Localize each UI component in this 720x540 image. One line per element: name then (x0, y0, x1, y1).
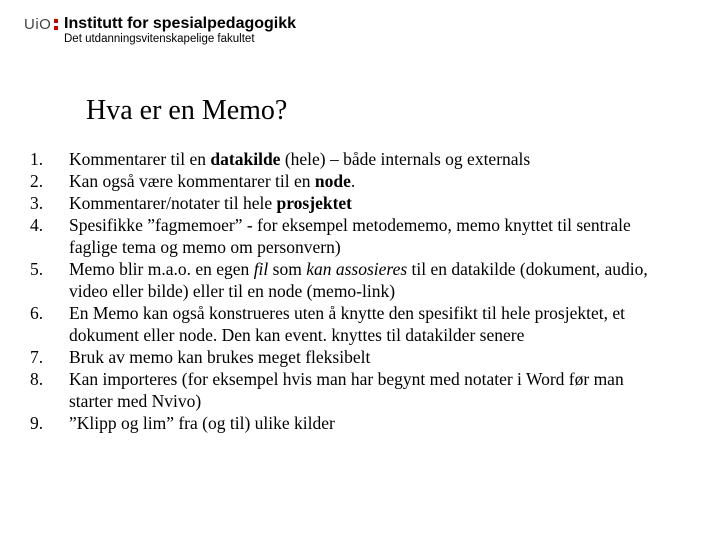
list-item-text (69, 303, 625, 345)
list-item-text (69, 193, 352, 213)
text-segment: datakilde (210, 149, 281, 169)
list-item-number: 2. (30, 171, 44, 191)
list-item (30, 192, 670, 214)
list-item-number: 6. (30, 303, 44, 323)
list-item-text (69, 171, 355, 191)
text-segment: (hele) – både internals og externals (280, 149, 531, 169)
text-segment: som (268, 259, 307, 279)
list-item-number: 8. (30, 369, 44, 389)
list-item-number: 7. (30, 347, 44, 367)
list-item-number: 9. (30, 413, 44, 433)
text-segment: kan assosieres (306, 259, 408, 279)
text-segment: . (350, 171, 356, 191)
list-item-number: 1. (30, 149, 44, 169)
faculty-name: Det utdanningsvitenskapelige fakultet (64, 33, 255, 45)
text-segment: Spesifikke ”fagmemoer” - for eksempel metodememo, memo knyttet til sentrale faglige tema og memo om personvern) (69, 215, 631, 257)
text-segment: prosjektet (276, 193, 352, 213)
list-item (30, 258, 670, 302)
list-item (30, 302, 670, 346)
uio-logo: UiO (24, 16, 52, 33)
text-segment: Bruk av memo kan brukes meget fleksibelt (69, 347, 371, 367)
list-item-text (69, 215, 631, 257)
text-segment: Kommentarer til en (69, 149, 211, 169)
text-segment: ”Klipp og lim” fra (og til) ulike kilder (69, 413, 335, 433)
text-segment: fil (253, 259, 269, 279)
list-item (30, 214, 670, 258)
text-segment: til en datakilde (dokument, audio, video eller bilde) eller til en node (memo-link) (69, 259, 648, 301)
list-item-text (69, 413, 335, 433)
list-item-text (69, 369, 624, 411)
list-item-text (69, 347, 370, 367)
text-segment: Memo blir m.a.o. en egen (69, 259, 254, 279)
uio-logo-mark-icon (54, 18, 58, 32)
list-item (30, 170, 670, 192)
memo-list (30, 148, 670, 434)
slide-title: Hva er en Memo? (86, 95, 288, 126)
list-item-number: 4. (30, 215, 44, 235)
text-segment: Kan importeres (for eksempel hvis man har begynt med notater i Word før man starter med Nvivo) (69, 369, 624, 411)
list-item-number: 5. (30, 259, 44, 279)
institute-name: Institutt for spesialpedagogikk (64, 15, 297, 32)
text-segment: Kan også være kommentarer til en (69, 171, 315, 191)
list-item-text (69, 149, 530, 169)
list-item (30, 346, 670, 368)
list-item (30, 148, 670, 170)
text-segment: Kommentarer/notater til hele (69, 193, 277, 213)
text-segment: node (314, 171, 351, 191)
list-item (30, 368, 670, 412)
list-item (30, 412, 670, 434)
list-item-text (69, 259, 648, 301)
text-segment: En Memo kan også konstrueres uten å knytte den spesifikt til hele prosjektet, et dokument eller node. Den kan event. knyttes til datakilder senere (69, 303, 625, 345)
list-item-number: 3. (30, 193, 44, 213)
